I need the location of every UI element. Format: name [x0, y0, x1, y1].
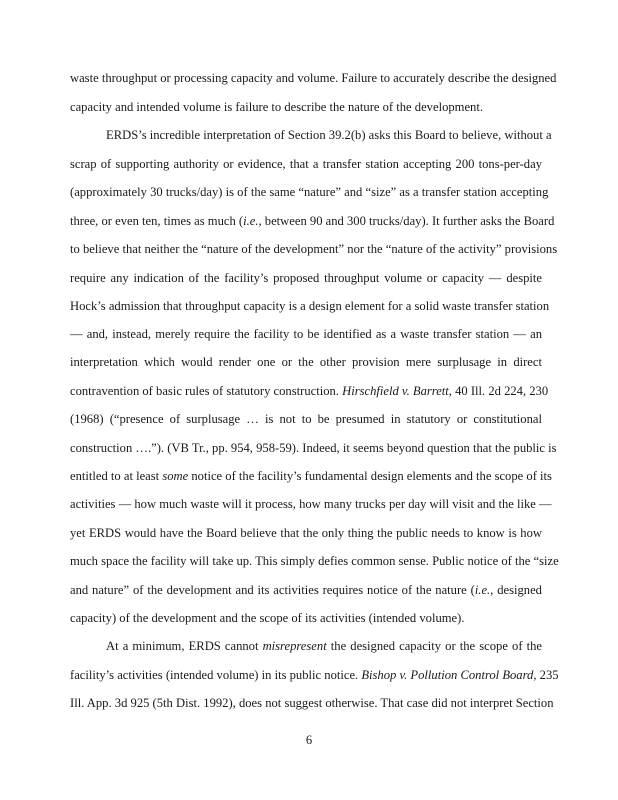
text-segment: At a minimum, ERDS cannot [106, 639, 263, 653]
text-line [70, 582, 542, 598]
text-segment: scrap of supporting authority or evidence, that a transfer station accepting 200 tons-per-day [70, 157, 542, 171]
text-segment: contravention of basic rules of statutory construction. [70, 384, 343, 398]
text-segment: three, or even ten, times as much ( [70, 214, 244, 228]
text-line [70, 70, 557, 86]
text-line [70, 298, 550, 314]
text-segment: much space the facility will take up. This simply defies common sense. Public notice of the “size [70, 554, 559, 568]
text-line [70, 695, 554, 711]
italic-text: Hirschfield v. Barrett [342, 384, 449, 398]
text-segment: Ill. App. 3d 925 (5th Dist. 1992), does not suggest otherwise. That case did not interpret Section [70, 696, 554, 710]
text-segment: notice of the facility’s fundamental design elements and the scope of its [188, 469, 552, 483]
text-segment: ERDS’s incredible interpretation of Section 39.2(b) asks this Board to believe, without a [106, 128, 552, 142]
italic-text: i.e. [243, 214, 259, 228]
text-segment: the designed capacity or the scope of the [326, 639, 542, 653]
text-line [70, 213, 555, 229]
text-line [70, 270, 542, 286]
text-line [70, 326, 542, 342]
text-line [70, 411, 542, 427]
text-line [70, 354, 542, 370]
text-line [106, 127, 552, 143]
text-line [70, 610, 542, 626]
text-line [70, 525, 542, 541]
text-segment: and nature” of the development and its activities requires notice of the nature ( [70, 583, 475, 597]
text-line [70, 468, 552, 484]
text-line [70, 553, 559, 569]
italic-text: some [162, 469, 189, 483]
text-segment: (1968) (“presence of surplusage … is not to be presumed in statutory or constitutional [70, 412, 542, 426]
text-segment: , designed [490, 583, 542, 597]
italic-text: i.e. [474, 583, 491, 597]
text-segment: , 235 [533, 668, 559, 682]
text-segment: yet ERDS would have the Board believe that the only thing the public needs to know is how [70, 526, 542, 540]
text-line [70, 99, 542, 115]
text-segment: entitled to at least [70, 469, 163, 483]
text-line [70, 156, 542, 172]
text-line [70, 496, 552, 512]
text-segment: waste throughput or processing capacity and volume. Failure to accurately describe the designed [70, 71, 557, 85]
text-segment: , between 90 and 300 trucks/day). It further asks the Board [258, 214, 555, 228]
text-line [70, 440, 557, 456]
text-segment: construction ….”). (VB Tr., pp. 954, 958-59). Indeed, it seems beyond question that the public is [70, 441, 557, 455]
text-segment: (approximately 30 trucks/day) is of the same “nature” and “size” as a transfer station accepting [70, 185, 549, 199]
text-line [106, 638, 542, 654]
text-segment: to believe that neither the “nature of the development” nor the “nature of the activity” provisions [70, 242, 558, 256]
text-segment: interpretation which would render one or the other provision mere surplusage in direct [70, 355, 542, 369]
text-segment: Hock’s admission that throughput capacity is a design element for a solid waste transfer station [70, 299, 550, 313]
text-segment: capacity) of the development and the scope of its activities (intended volume). [70, 611, 465, 625]
text-line [70, 184, 549, 200]
italic-text: Bishop v. Pollution Control Board [361, 668, 534, 682]
text-segment: activities — how much waste will it process, how many trucks per day will visit and the like — [70, 497, 552, 511]
italic-text: misrepresent [262, 639, 327, 653]
text-segment: require any indication of the facility’s proposed throughput volume or capacity — despite [70, 271, 542, 285]
text-line [70, 383, 549, 399]
text-segment: — and, instead, merely require the facility to be identified as a waste transfer station — an [70, 327, 542, 341]
text-segment: capacity and intended volume is failure to describe the nature of the development. [70, 100, 483, 114]
text-line [70, 667, 559, 683]
text-segment: facility’s activities (intended volume) in its public notice. [70, 668, 362, 682]
text-segment: , 40 Ill. 2d 224, 230 [448, 384, 549, 398]
page-number: 6 [305, 733, 313, 747]
text-line [70, 241, 558, 257]
